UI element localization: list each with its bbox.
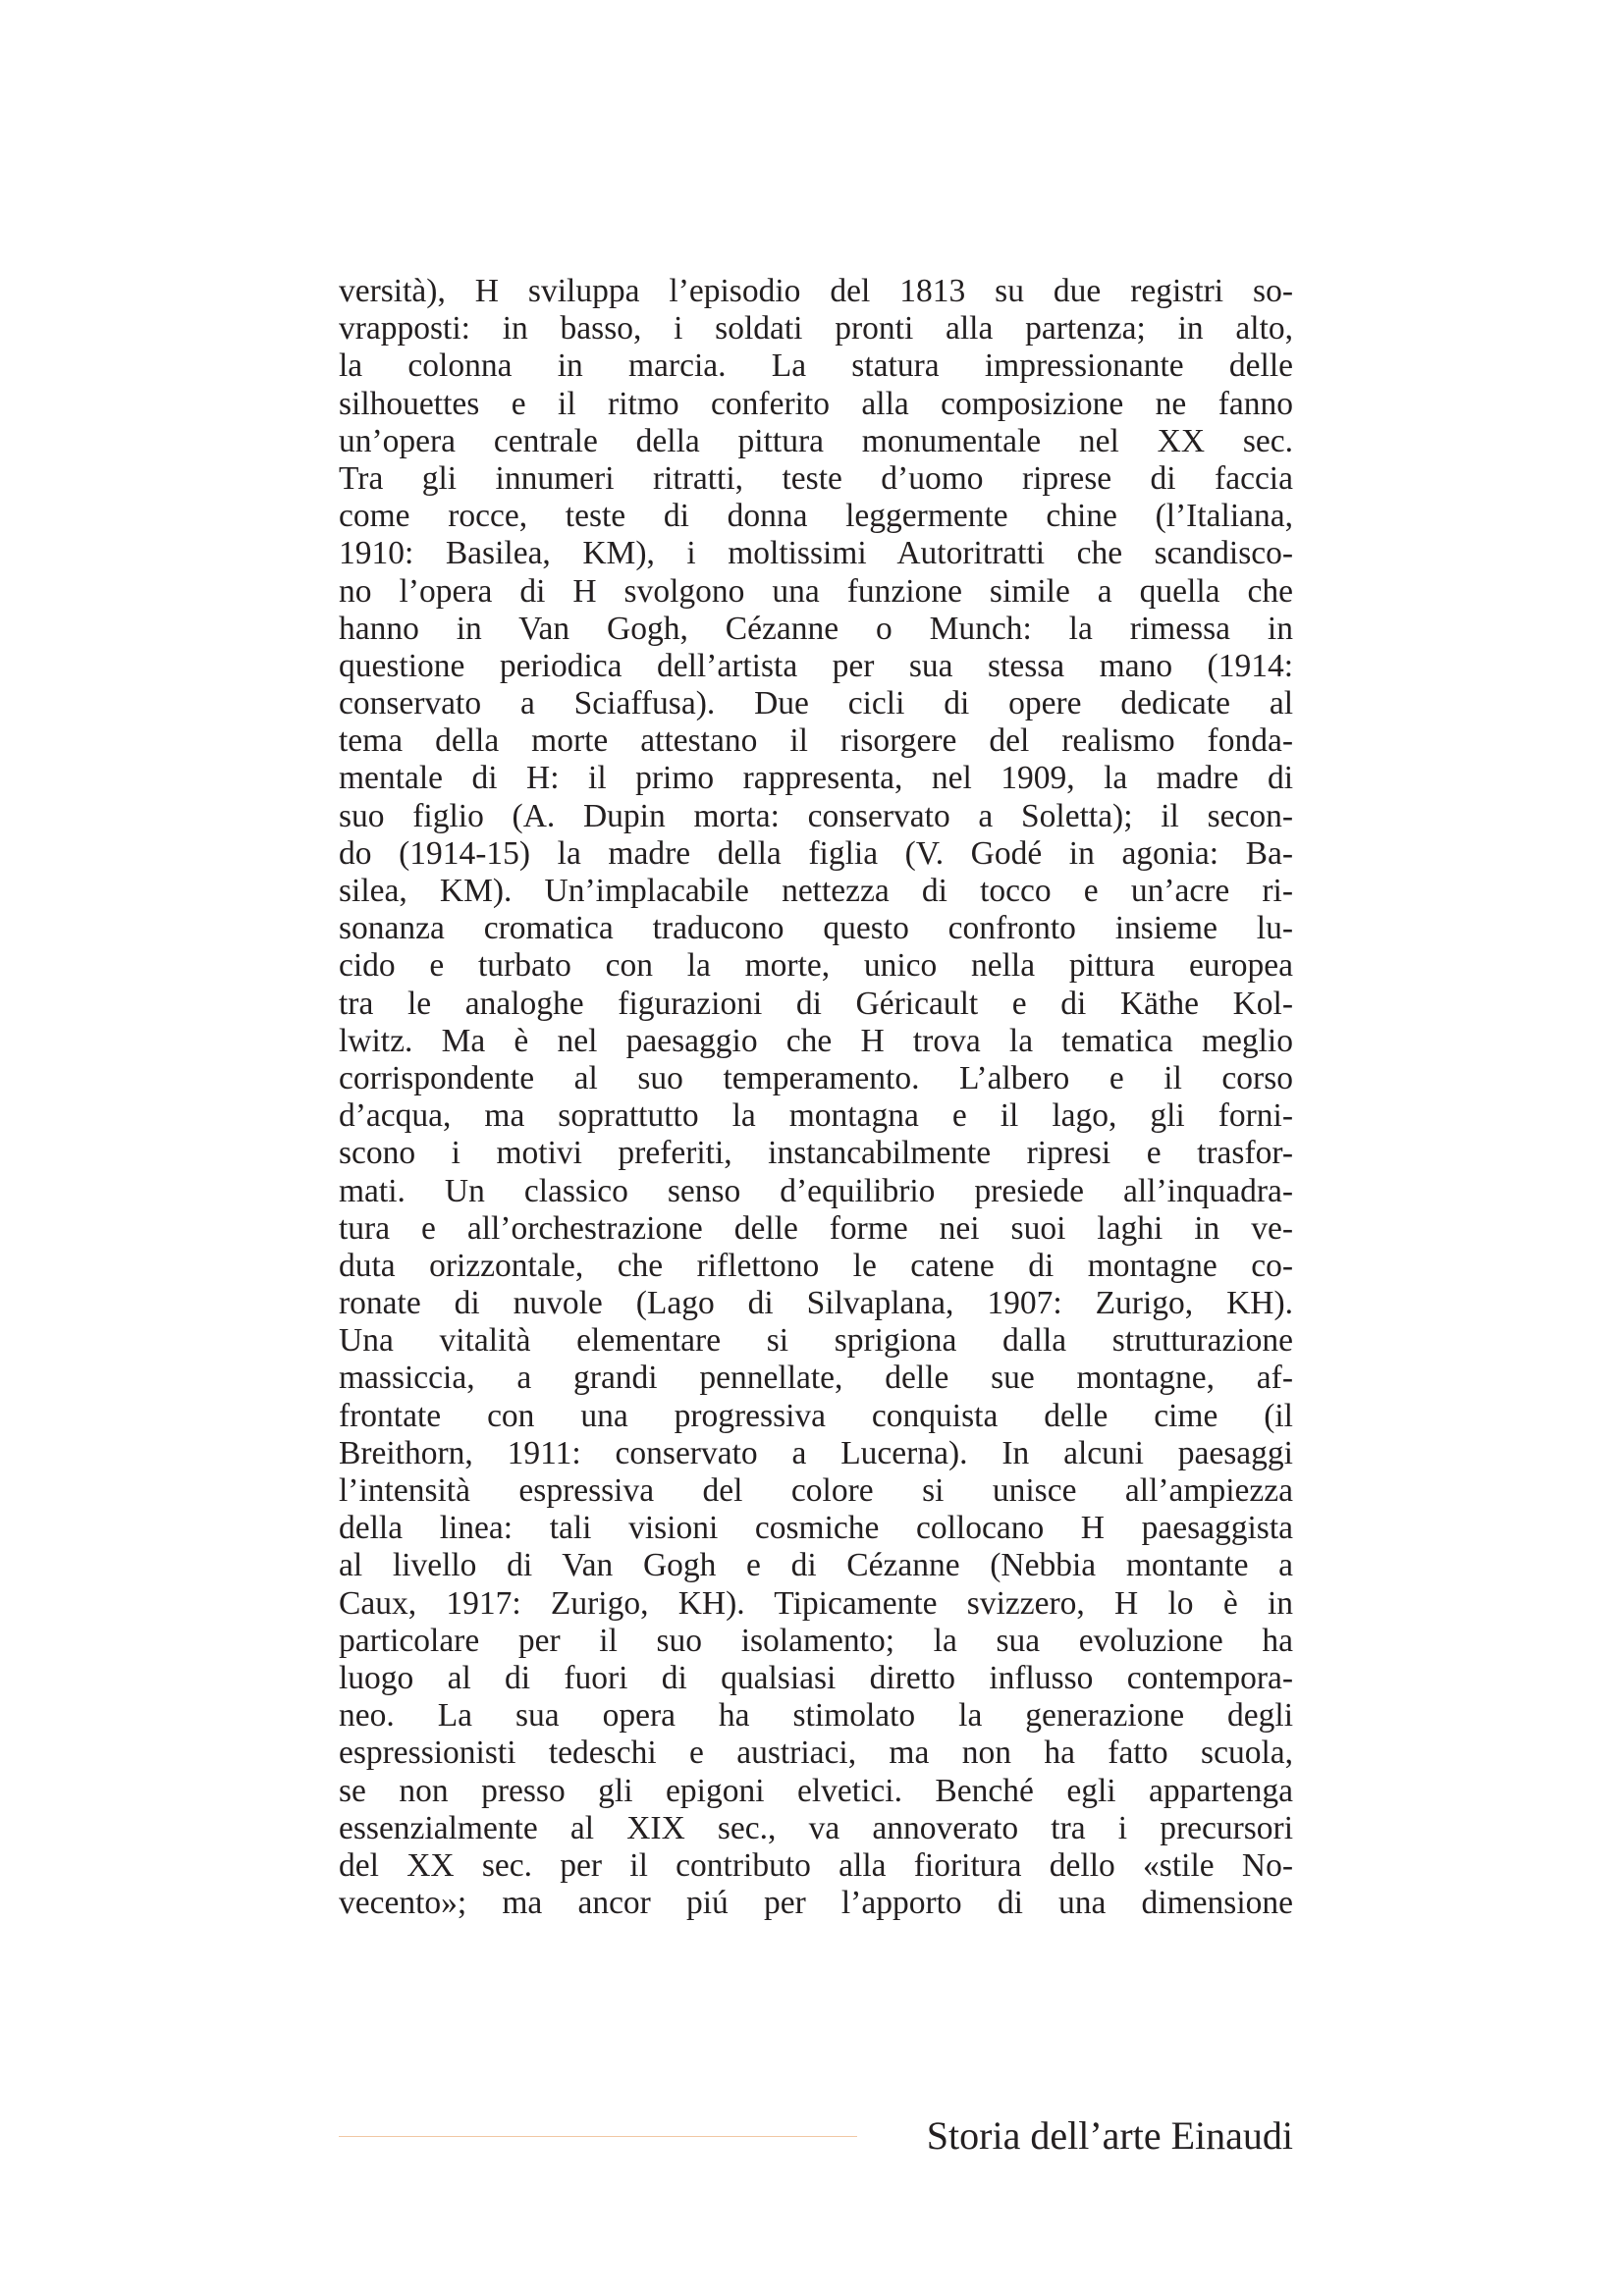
text-line: vrapposti: in basso, i soldati pronti alla partenza; in alto,	[339, 310, 1293, 347]
text-line: tema della morte attestano il risorgere del realismo fonda-	[339, 722, 1293, 760]
text-line: tra le analoghe figurazioni di Géricault e di Käthe Kol-	[339, 985, 1293, 1022]
footer-rule	[339, 2136, 857, 2137]
text-line: mentale di H: il primo rappresenta, nel 1909, la madre di	[339, 760, 1293, 797]
text-line: la colonna in marcia. La statura impressionante delle	[339, 347, 1293, 385]
text-line: massiccia, a grandi pennellate, delle sue montagne, af-	[339, 1360, 1293, 1397]
text-line: cido e turbato con la morte, unico nella pittura europea	[339, 947, 1293, 985]
body-text	[339, 273, 1293, 1922]
text-line: d’acqua, ma soprattutto la montagna e il lago, gli forni-	[339, 1097, 1293, 1135]
text-line: Tra gli innumeri ritratti, teste d’uomo riprese di faccia	[339, 459, 1293, 497]
text-line: 1910: Basilea, KM), i moltissimi Autoritratti che scandisco-	[339, 535, 1293, 572]
text-line: espressionisti tedeschi e austriaci, ma non ha fatto scuola,	[339, 1735, 1293, 1772]
text-line: del XX sec. per il contributo alla fioritura dello «stile No-	[339, 1846, 1293, 1884]
text-line: se non presso gli epigoni elvetici. Benché egli appartenga	[339, 1772, 1293, 1809]
text-line: essenzialmente al XIX sec., va annoverato tra i precursori	[339, 1809, 1293, 1846]
text-line: silea, KM). Un’implacabile nettezza di tocco e un’acre ri-	[339, 873, 1293, 909]
text-line: tura e all’orchestrazione delle forme nei suoi laghi in ve-	[339, 1209, 1293, 1247]
text-line: l’intensità espressiva del colore si unisce all’ampiezza	[339, 1472, 1293, 1509]
text-line: Breithorn, 1911: conservato a Lucerna). In alcuni paesaggi	[339, 1434, 1293, 1471]
footer-title: Storia dell’arte Einaudi	[926, 2113, 1293, 2158]
text-line: corrispondente al suo temperamento. L’albero e il corso	[339, 1059, 1293, 1096]
text-line: mati. Un classico senso d’equilibrio presiede all’inquadra-	[339, 1172, 1293, 1209]
text-line: al livello di Van Gogh e di Cézanne (Nebbia montante a	[339, 1547, 1293, 1584]
text-line: versità), H sviluppa l’episodio del 1813 su due registri so-	[339, 273, 1293, 309]
text-line: Caux, 1917: Zurigo, KH). Tipicamente svizzero, H lo è in	[339, 1584, 1293, 1622]
text-line: frontate con una progressiva conquista delle cime (il	[339, 1397, 1293, 1434]
text-line: ronate di nuvole (Lago di Silvaplana, 1907: Zurigo, KH).	[339, 1285, 1293, 1322]
text-line: come rocce, teste di donna leggermente chine (l’Italiana,	[339, 498, 1293, 535]
text-line: hanno in Van Gogh, Cézanne o Munch: la rimessa in	[339, 610, 1293, 647]
text-line: luogo al di fuori di qualsiasi diretto influsso contempora-	[339, 1659, 1293, 1696]
text-line: conservato a Sciaffusa). Due cicli di opere dedicate al	[339, 685, 1293, 722]
text-line: neo. La sua opera ha stimolato la generazione degli	[339, 1697, 1293, 1735]
text-line: scono i motivi preferiti, instancabilmente ripresi e trasfor-	[339, 1135, 1293, 1172]
text-line: un’opera centrale della pittura monumentale nel XX sec.	[339, 422, 1293, 459]
text-line: lwitz. Ma è nel paesaggio che H trova la tematica meglio	[339, 1022, 1293, 1059]
text-line: do (1914-15) la madre della figlia (V. Godé in agonia: Ba-	[339, 834, 1293, 872]
text-line: no l’opera di H svolgono una funzione simile a quella che	[339, 572, 1293, 610]
text-line: silhouettes e il ritmo conferito alla composizione ne fanno	[339, 385, 1293, 422]
text-line: duta orizzontale, che riflettono le catene di montagne co-	[339, 1247, 1293, 1284]
text-line: Una vitalità elementare si sprigiona dalla strutturazione	[339, 1322, 1293, 1360]
text-line: vecento»; ma ancor piú per l’apporto di una dimensione	[339, 1885, 1293, 1922]
text-line: questione periodica dell’artista per sua stessa mano (1914:	[339, 647, 1293, 684]
text-line: suo figlio (A. Dupin morta: conservato a Soletta); il secon-	[339, 797, 1293, 834]
text-line: particolare per il suo isolamento; la sua evoluzione ha	[339, 1622, 1293, 1659]
text-line: della linea: tali visioni cosmiche collocano H paesaggista	[339, 1510, 1293, 1547]
text-line: sonanza cromatica traducono questo confronto insieme lu-	[339, 910, 1293, 947]
